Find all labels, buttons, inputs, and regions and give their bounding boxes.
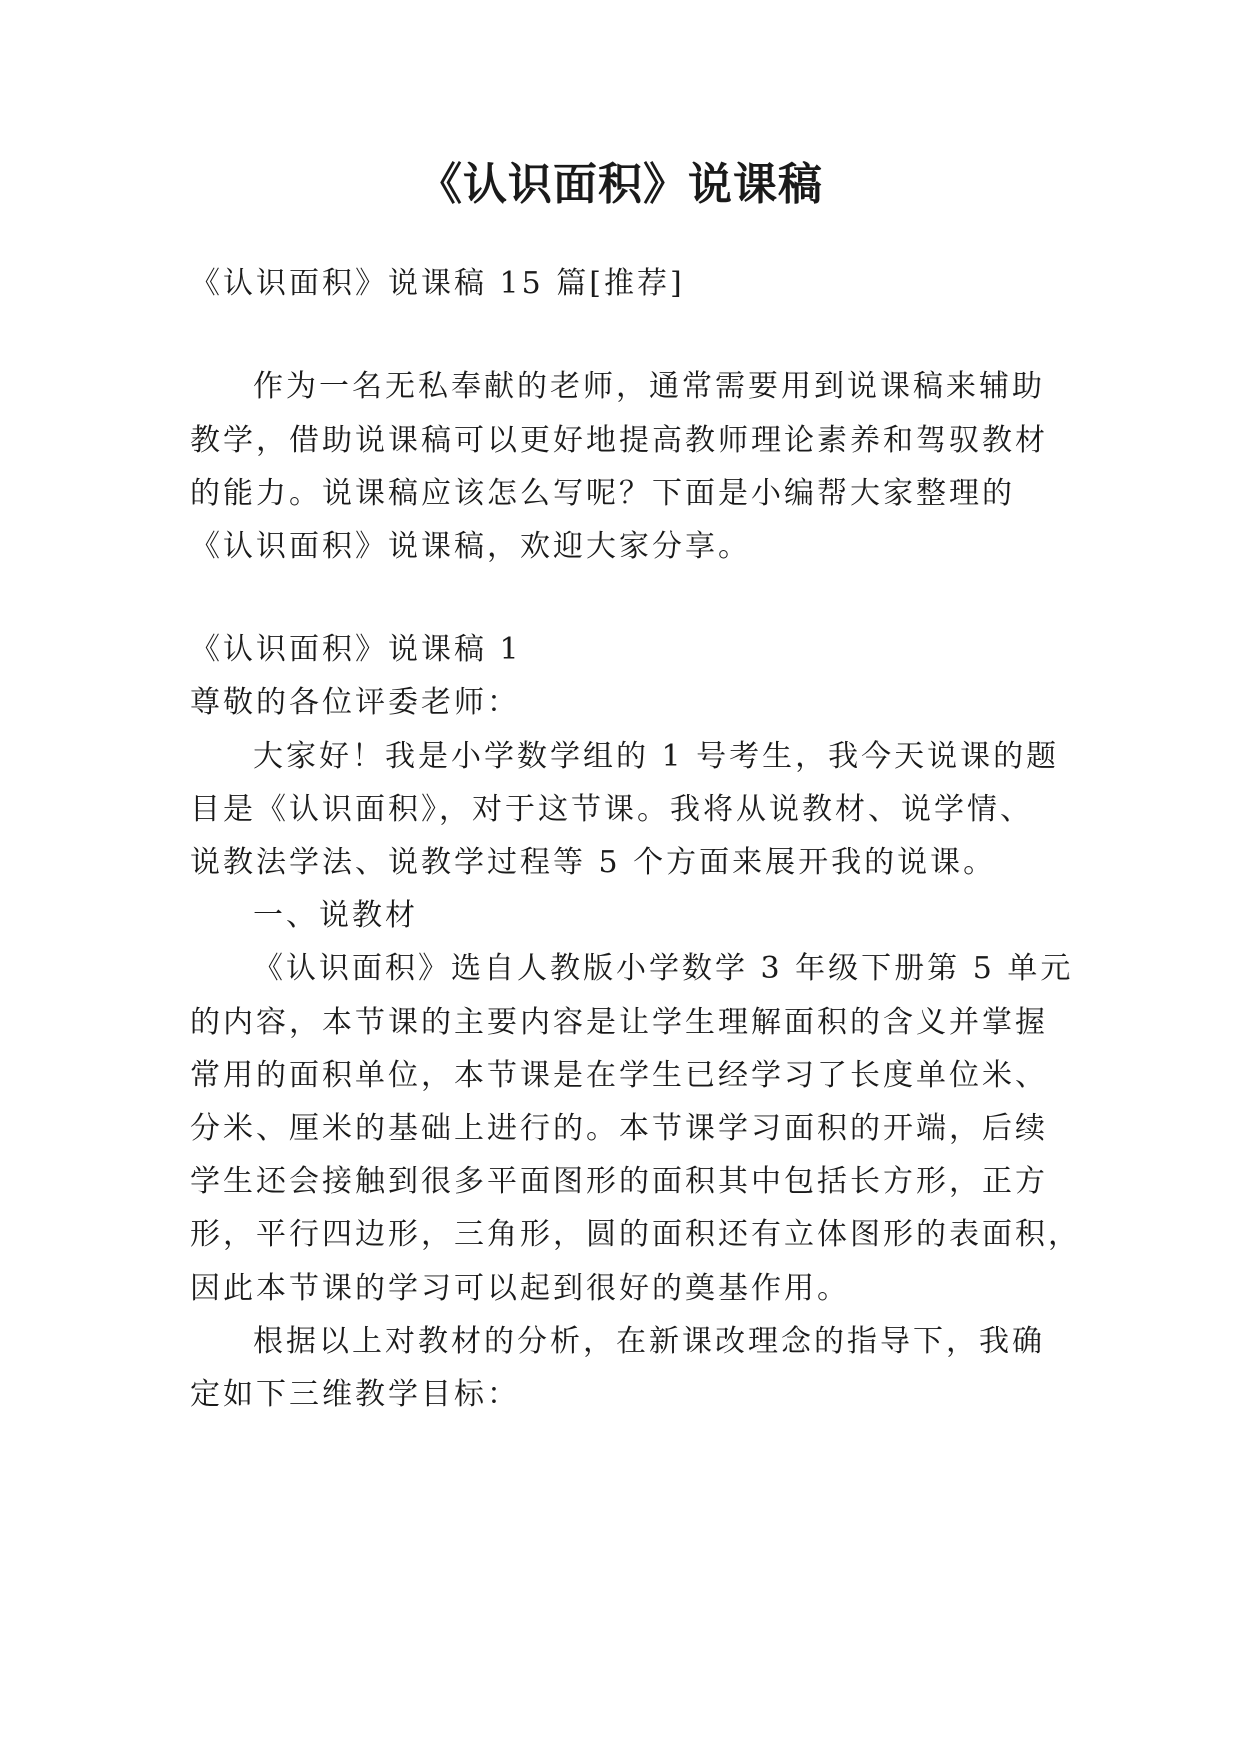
para1-line-1: 大家好！我是小学数学组的 1 号考生，我今天说课的题 xyxy=(253,739,1060,774)
document-subtitle: 《认识面积》说课稿 15 篇[推荐] xyxy=(190,266,685,301)
salutation: 尊敬的各位评委老师： xyxy=(190,685,520,720)
para2-line-7: 因此本节课的学习可以起到很好的奠基作用。 xyxy=(190,1271,850,1306)
intro-line-2: 教学，借助说课稿可以更好地提高教师理论素养和驾驭教材 xyxy=(190,423,1048,458)
intro-line-4: 《认识面积》说课稿，欢迎大家分享。 xyxy=(190,529,751,564)
para2-line-6: 形，平行四边形，三角形，圆的面积还有立体图形的表面积， xyxy=(190,1217,1081,1252)
intro-line-1: 作为一名无私奉献的老师，通常需要用到说课稿来辅助 xyxy=(253,369,1045,404)
para2-line-3: 常用的面积单位，本节课是在学生已经学习了长度单位米、 xyxy=(190,1058,1048,1093)
para2-line-1: 《认识面积》选自人教版小学数学 3 年级下册第 5 单元 xyxy=(253,951,1074,986)
para3-line-1: 根据以上对教材的分析，在新课改理念的指导下，我确 xyxy=(253,1324,1045,1359)
para1-line-3: 说教法学法、说教学过程等 5 个方面来展开我的说课。 xyxy=(190,845,997,880)
para2-line-2: 的内容，本节课的主要内容是让学生理解面积的含义并掌握 xyxy=(190,1005,1048,1040)
para3-line-2: 定如下三维教学目标： xyxy=(190,1377,520,1412)
para1-line-2: 目是《认识面积》，对于这节课。我将从说教材、说学情、 xyxy=(190,792,1033,827)
para2-line-5: 学生还会接触到很多平面图形的面积其中包括长方形，正方 xyxy=(190,1164,1048,1199)
section-heading: 《认识面积》说课稿 1 xyxy=(190,632,522,667)
document-title: 《认识面积》说课稿 xyxy=(418,159,823,210)
para2-line-4: 分米、厘米的基础上进行的。本节课学习面积的开端，后续 xyxy=(190,1111,1048,1146)
part1-heading: 一、说教材 xyxy=(253,898,418,933)
intro-line-3: 的能力。说课稿应该怎么写呢？下面是小编帮大家整理的 xyxy=(190,476,1015,511)
